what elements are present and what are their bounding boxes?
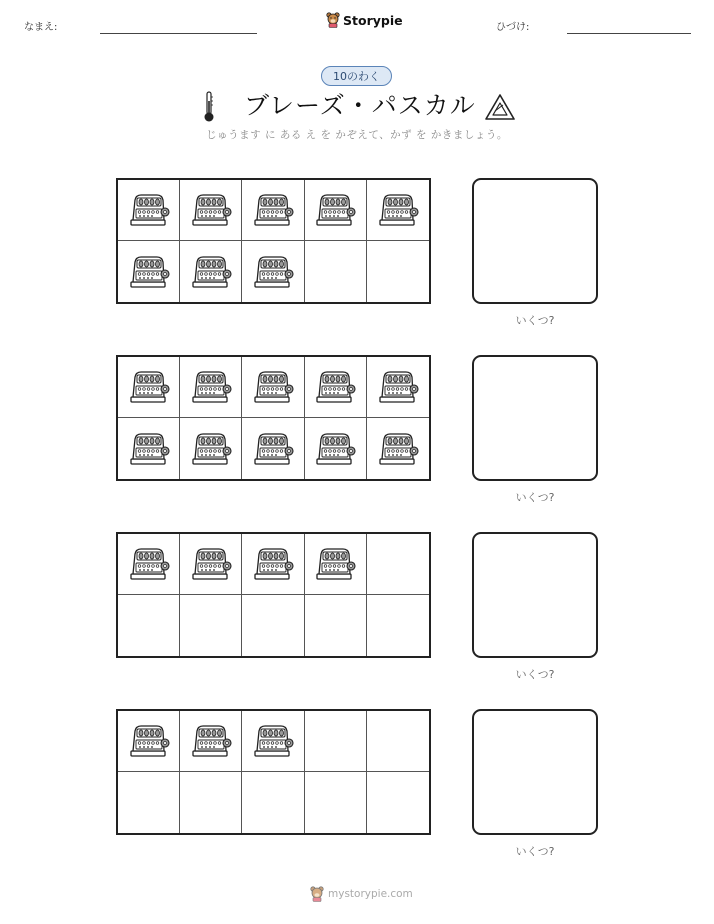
frame-cell <box>367 534 429 595</box>
calculating-machine-icon <box>313 367 357 407</box>
thermometer-icon <box>203 91 215 123</box>
frame-cell <box>242 711 304 772</box>
calculating-machine-icon <box>251 429 295 469</box>
calculating-machine-icon <box>376 429 420 469</box>
frame-cell <box>118 180 180 241</box>
frame-cell <box>180 534 242 595</box>
ten-frame-1 <box>116 178 431 304</box>
frame-cell <box>367 418 429 479</box>
answer-box-2[interactable] <box>472 355 598 481</box>
question-label-1: いくつ? <box>515 314 555 327</box>
frame-cell <box>367 241 429 302</box>
calculating-machine-icon <box>251 544 295 584</box>
calculating-machine-icon <box>127 429 171 469</box>
frame-cell <box>367 772 429 833</box>
instructions: じゅうます に ある え を かぞえて、かず を かきましょう。 <box>206 129 508 141</box>
frame-cell <box>305 241 367 302</box>
calculating-machine-icon <box>189 544 233 584</box>
calculating-machine-icon <box>251 190 295 230</box>
frame-cell <box>180 357 242 418</box>
calculating-machine-icon <box>127 367 171 407</box>
frame-cell <box>242 772 304 833</box>
calculating-machine-icon <box>251 367 295 407</box>
question-label-4: いくつ? <box>515 845 555 858</box>
answer-box-3[interactable] <box>472 532 598 658</box>
calculating-machine-icon <box>189 190 233 230</box>
frame-cell <box>367 595 429 656</box>
date-label: ひづけ: <box>496 22 530 33</box>
frame-cell <box>118 595 180 656</box>
calculating-machine-icon <box>189 429 233 469</box>
frame-cell <box>305 357 367 418</box>
footer-url: mystorypie.com <box>328 888 413 900</box>
calculating-machine-icon <box>127 190 171 230</box>
frame-cell <box>305 772 367 833</box>
ten-frame-badge: 10のわく <box>321 66 392 86</box>
frame-cell <box>367 711 429 772</box>
frame-cell <box>305 418 367 479</box>
frame-cell <box>180 711 242 772</box>
ten-frame-4 <box>116 709 431 835</box>
frame-cell <box>367 180 429 241</box>
frame-cell <box>180 180 242 241</box>
calculating-machine-icon <box>189 721 233 761</box>
frame-cell <box>180 595 242 656</box>
frame-cell <box>118 418 180 479</box>
bear-mascot-icon <box>326 12 340 28</box>
brand-logo <box>326 12 403 28</box>
frame-cell <box>305 595 367 656</box>
calculating-machine-icon <box>189 252 233 292</box>
question-label-2: いくつ? <box>515 491 555 504</box>
frame-cell <box>180 241 242 302</box>
calculating-machine-icon <box>376 367 420 407</box>
frame-cell <box>242 180 304 241</box>
frame-cell <box>305 711 367 772</box>
brand-name: Storypie <box>343 12 403 28</box>
frame-cell <box>118 357 180 418</box>
frame-cell <box>242 534 304 595</box>
footer <box>310 886 413 902</box>
answer-box-1[interactable] <box>472 178 598 304</box>
calculating-machine-icon <box>127 544 171 584</box>
calculating-machine-icon <box>313 429 357 469</box>
frame-cell <box>118 772 180 833</box>
frame-cell <box>118 711 180 772</box>
calculating-machine-icon <box>251 252 295 292</box>
frame-cell <box>118 534 180 595</box>
frame-cell <box>305 180 367 241</box>
frame-cell <box>180 772 242 833</box>
frame-cell <box>367 357 429 418</box>
calculating-machine-icon <box>313 190 357 230</box>
frame-cell <box>242 241 304 302</box>
frame-cell <box>305 534 367 595</box>
frame-cell <box>242 418 304 479</box>
answer-box-4[interactable] <box>472 709 598 835</box>
calculating-machine-icon <box>127 252 171 292</box>
calculating-machine-icon <box>251 721 295 761</box>
triangle-ruler-icon <box>484 93 516 121</box>
ten-frame-3 <box>116 532 431 658</box>
calculating-machine-icon <box>376 190 420 230</box>
ten-frame-2 <box>116 355 431 481</box>
frame-cell <box>118 241 180 302</box>
frame-cell <box>242 595 304 656</box>
question-label-3: いくつ? <box>515 668 555 681</box>
calculating-machine-icon <box>189 367 233 407</box>
name-label: なまえ: <box>24 22 58 33</box>
calculating-machine-icon <box>127 721 171 761</box>
frame-cell <box>242 357 304 418</box>
page-title: ブレーズ・パスカル <box>244 91 476 120</box>
name-field[interactable] <box>100 33 257 34</box>
frame-cell <box>180 418 242 479</box>
date-field[interactable] <box>567 33 691 34</box>
bear-mascot-icon <box>310 886 324 902</box>
calculating-machine-icon <box>313 544 357 584</box>
